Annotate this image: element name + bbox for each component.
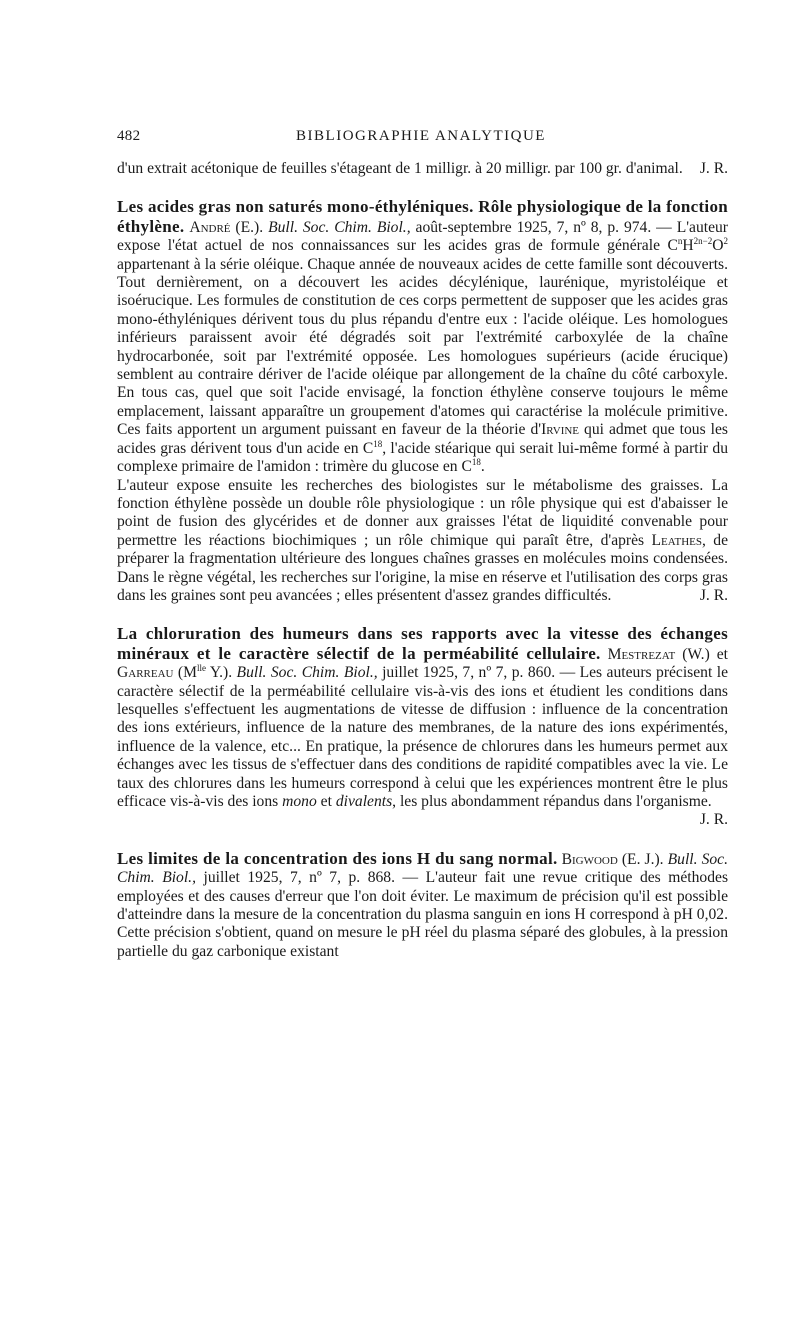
formula-superscript: 2 [723, 236, 728, 247]
entry-citation: août-septembre 1925, 7, nº 8, p. 974. — [415, 218, 672, 236]
entry-text: , de préparer la fragmentation ultérieure des longues chaînes grasses en molécules moins condensées. Dans le règne végétal, les recherches sur l'origine, la mise en réserve et l'utilisation des corps gras dans les graines sont peu avancées ; elles présentent d'assez grandes difficultés. [117, 531, 728, 604]
entry-text: qui admet que tous les acides gras dérivent tous d'un acide en C [117, 421, 729, 457]
entry-author-initials: (E. J.). [617, 850, 664, 868]
continuation-text: d'un extrait acétonique de feuilles s'étageant de 1 milligr. à 20 milligr. par 100 gr. d'animal. [117, 160, 683, 177]
cited-author: Leathes [651, 531, 702, 549]
entry-text: , les plus abondamment répandus dans l'organisme. [392, 793, 712, 810]
entry-citation: juillet 1925, 7, nº 7, p. 860. — [382, 664, 576, 682]
page-body [117, 160, 728, 961]
signature: J. R. [699, 160, 728, 177]
formula-part: O [712, 237, 724, 255]
author-superscript: lle [197, 662, 206, 673]
entry-author: Garreau [117, 664, 174, 682]
entry-paragraph [117, 624, 729, 829]
formula-superscript: 2n−2 [693, 236, 713, 247]
entry-paragraph [117, 850, 728, 961]
entry-text: L'auteur fait une revue critique des méthodes employées et des causes d'erreur que l'on doit éviter. Le maximum de précision qu'il est possible d'atteindre dans la mesure de la concentration du plasma sanguin en ions H correspond à pH 0,02. Cette précision s'obtient, quand on mesure le pH réel du plasma séparé des globules, à la pression partielle du gaz carbonique existant [117, 869, 729, 960]
continuation-paragraph [117, 160, 728, 178]
entry-text: appartenant à la série oléique. Chaque année de nouveaux acides de cette famille sont découverts. Tout dernièrement, on a découvert les acides décylénique, laurénique, myristoléique et isoérucique. Les formules de constitution de ces corps permettent de supposer que les acides gras mono-éthyléniques dérivent tous du plus répandu d'entre eux : l'acide oléique. Les homologues inférieurs paraissent avoir été dégradés soit par l'extrémité carboxylée de la chaîne hydrocarbonée, soit par l'extrémité opposée. Les homologues supérieurs (acide érucique) semblent au contraire dériver de l'acide oléique par allongement de la chaîne du côté carboxyle. En tous cas, quel que soit l'acide envisagé, la fonction éthylène conserve toujours le même emplacement, laissant apparaître un groupement d'atomes qui caractérise la molécule primitive. Ces faits apportent un argument puissant en faveur de la théorie d' [117, 255, 728, 439]
entry-author: Mestrezat [607, 645, 676, 663]
abstract-entry [117, 198, 728, 605]
entry-author-initials: (W.) et [675, 645, 729, 663]
entry-text: et [316, 793, 336, 810]
entry-text: L'auteur expose ensuite les recherches des biologistes sur le métabolisme des graisses. La fonction éthylène possède un double rôle physiologique : un rôle physique qui est d'abaisser le point de fusion des glycérides et de donner aux graisses l'état de liquidité convenable pour permettre les réactions biochimiques ; un rôle chimique qui paraît être, d'après [117, 476, 728, 549]
entry-title: Les acides gras non saturés mono-éthyléniques. Rôle physiologique de la fonction éthylène. [117, 197, 729, 236]
entry-text-italic: divalents [335, 793, 393, 810]
entry-title: Les limites de la concentration des ions H du sang normal. [117, 848, 558, 868]
entry-journal: Bull. Soc. Chim. Biol., [268, 218, 411, 236]
abstract-entry [117, 625, 728, 829]
entry-paragraph [117, 198, 728, 476]
entry-text-italic: mono [282, 793, 317, 810]
abstract-entry [117, 850, 728, 961]
entry-journal: Bull. Soc. Chim. Biol., [236, 664, 378, 682]
entry-text: . [480, 458, 485, 476]
formula-superscript: n [677, 236, 683, 247]
entry-text: L'auteur expose l'état actuel de nos connaissances sur les acides gras de formule générale C [117, 218, 728, 255]
formula-superscript: 18 [373, 438, 383, 449]
entry-text: Les auteurs précisent le caractère sélectif de la perméabilité cellulaire vis-à-vis des ions et étudient les conditions dans lesquelles s'effectuent les augmentations de vitesse de diffusion : influence de la concentration des ions extérieurs, influence de la nature des membranes, de la nature des ions expérimentés, influence de la valence, etc... En pratique, la présence de chlorures dans les humeurs permet aux échanges avec les tissus de s'effectuer dans des conditions de rapidité compatibles avec la vie. Le taux des chlorures dans les humeurs correspond à celui que les expériences montrent être le plus efficace vis-à-vis des ions [117, 664, 728, 810]
entry-title: La chloruration des humeurs dans ses rapports avec la vitesse des échanges minéraux et le caractère sélectif de la perméabilité cellulaire. [117, 624, 728, 663]
signature: J. R. [699, 586, 728, 604]
formula-part: H [682, 237, 694, 255]
entry-text: , l'acide stéarique qui serait lui-même formé à partir du complexe primaire de l'amidon : trimère du glucose en C [117, 439, 729, 476]
page-number: 482 [117, 128, 141, 144]
entry-citation: juillet 1925, 7, nº 7, p. 868. — [203, 869, 419, 887]
cited-author: Irvine [541, 421, 580, 439]
signature: J. R. [699, 811, 728, 829]
entry-journal: Bull. Soc. Chim. Biol., [117, 850, 728, 887]
entry-author: Bigwood [561, 850, 618, 868]
entry-author-initials: Y.). [206, 664, 233, 682]
entry-paragraph [117, 477, 728, 606]
running-title: BIBLIOGRAPHIE ANALYTIQUE [296, 128, 546, 144]
entry-author-initials: (M [173, 664, 197, 682]
entry-author: André (E.). [189, 218, 264, 236]
formula-superscript: 18 [471, 456, 481, 467]
